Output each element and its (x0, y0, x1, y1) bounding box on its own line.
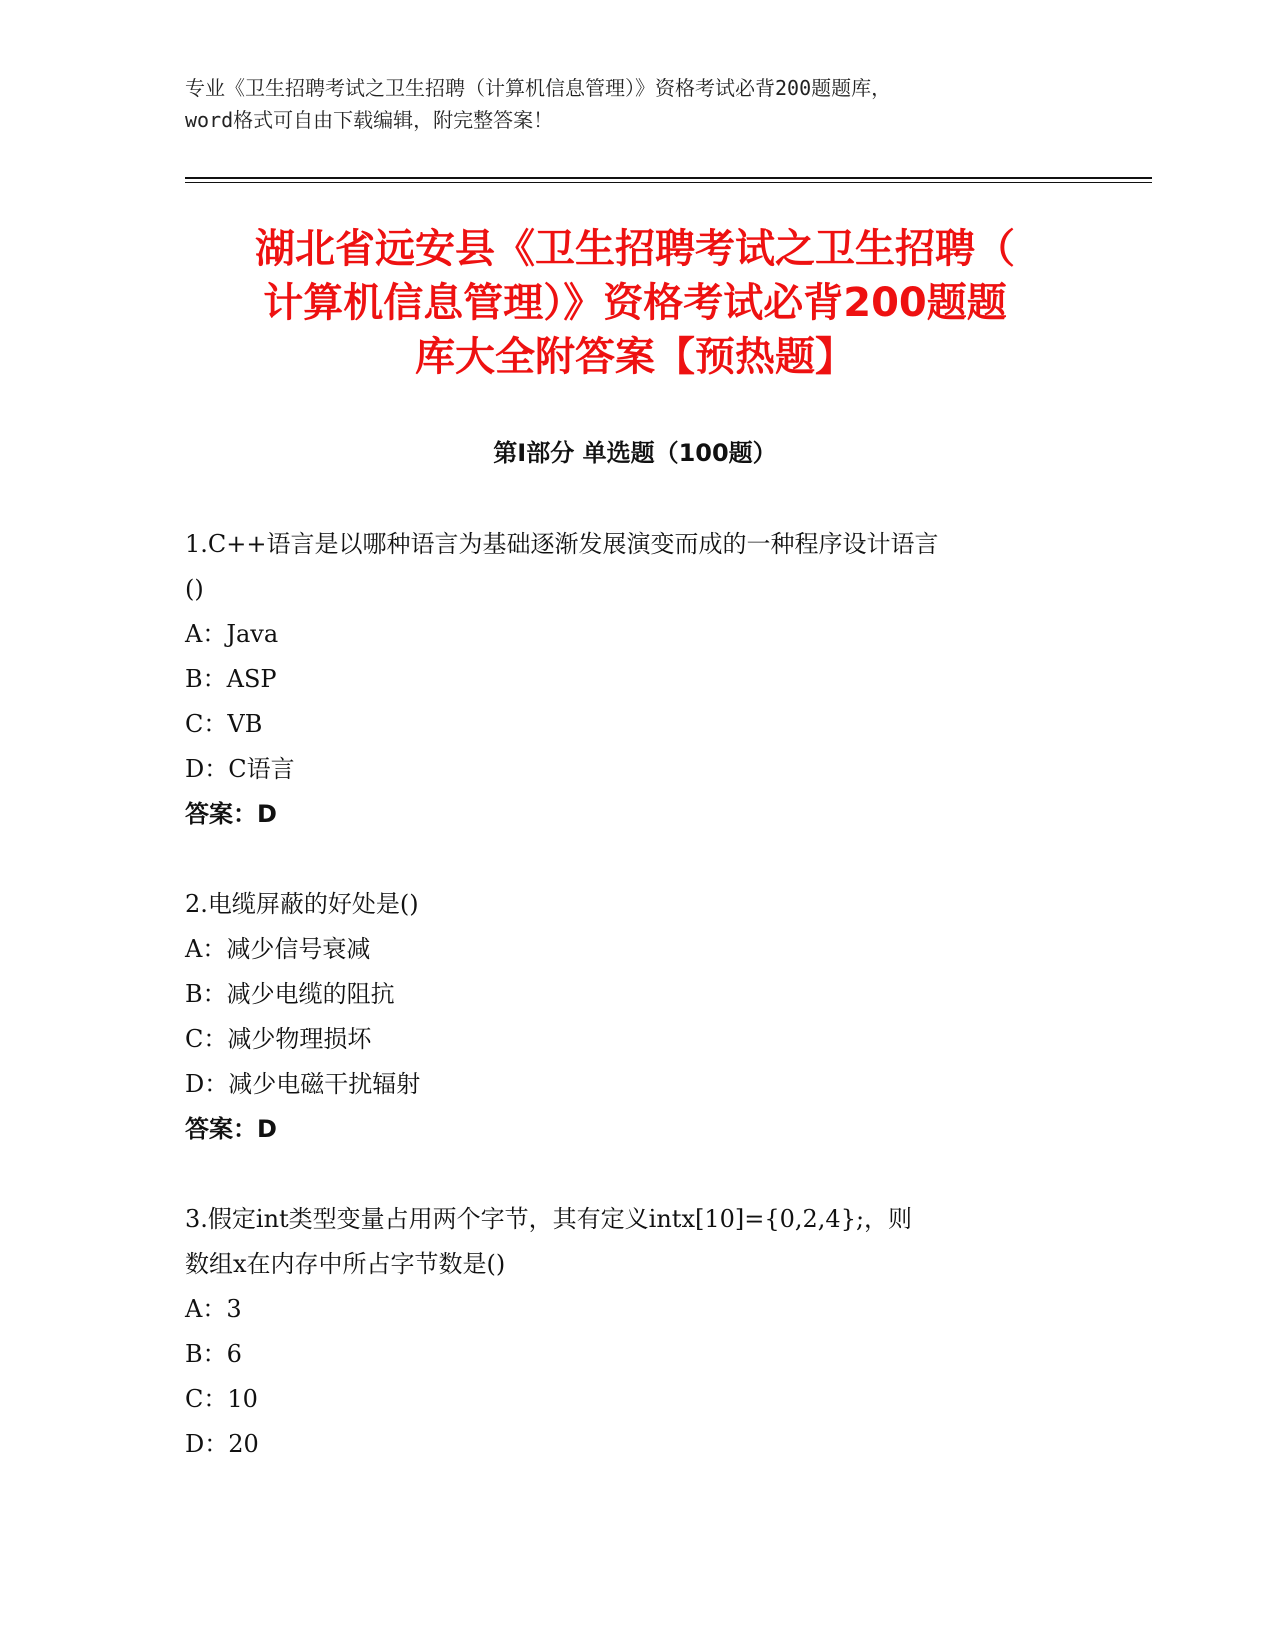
header-divider-thick (185, 177, 1152, 179)
question-stem-line: 3.假定int类型变量占用两个字节，其有定义intx[10]={0,2,4};，则 (185, 1205, 913, 1233)
question-stem-line: () (185, 575, 204, 603)
question-stem-line: 数组x在内存中所占字节数是() (185, 1250, 506, 1278)
answer-line: 答案：D (185, 800, 277, 828)
header-note-line-1: 专业《卫生招聘考试之卫生招聘（计算机信息管理）》资格考试必背200题题库， (185, 76, 892, 100)
option-d: D：20 (185, 1430, 259, 1458)
document-title-line-2: 计算机信息管理）》资格考试必背200题题 (263, 280, 1007, 326)
document-title-line-3: 库大全附答案【预热题】 (415, 334, 855, 380)
option-c: C：减少物理损坏 (185, 1025, 372, 1053)
question-2 (185, 882, 1085, 1152)
answer-line: 答案：D (185, 1115, 277, 1143)
option-a: A：减少信号衰减 (185, 935, 371, 963)
option-a: A：Java (185, 620, 279, 648)
option-d: D：减少电磁干扰辐射 (185, 1070, 421, 1098)
option-b: B：减少电缆的阻抗 (185, 980, 395, 1008)
document-title (185, 222, 1085, 384)
option-c: C：10 (185, 1385, 258, 1413)
document-header-note (185, 72, 1085, 136)
question-3 (185, 1197, 1085, 1467)
option-b: B：6 (185, 1340, 242, 1368)
option-b: B：ASP (185, 665, 277, 693)
section-title: 第I部分 单选题（100题） (493, 439, 777, 467)
question-list (185, 522, 1085, 1512)
header-divider-thin (185, 182, 1152, 183)
question-stem-line: 2.电缆屏蔽的好处是() (185, 890, 419, 918)
question-1 (185, 522, 1085, 837)
option-d: D：C语言 (185, 755, 295, 783)
question-stem-line: 1.C++语言是以哪种语言为基础逐渐发展演变而成的一种程序设计语言 (185, 530, 939, 558)
header-note-line-2: word格式可自由下载编辑，附完整答案！ (185, 108, 554, 132)
document-title-line-1: 湖北省远安县《卫生招聘考试之卫生招聘（ (255, 226, 1015, 272)
option-a: A：3 (185, 1295, 242, 1323)
option-c: C：VB (185, 710, 263, 738)
